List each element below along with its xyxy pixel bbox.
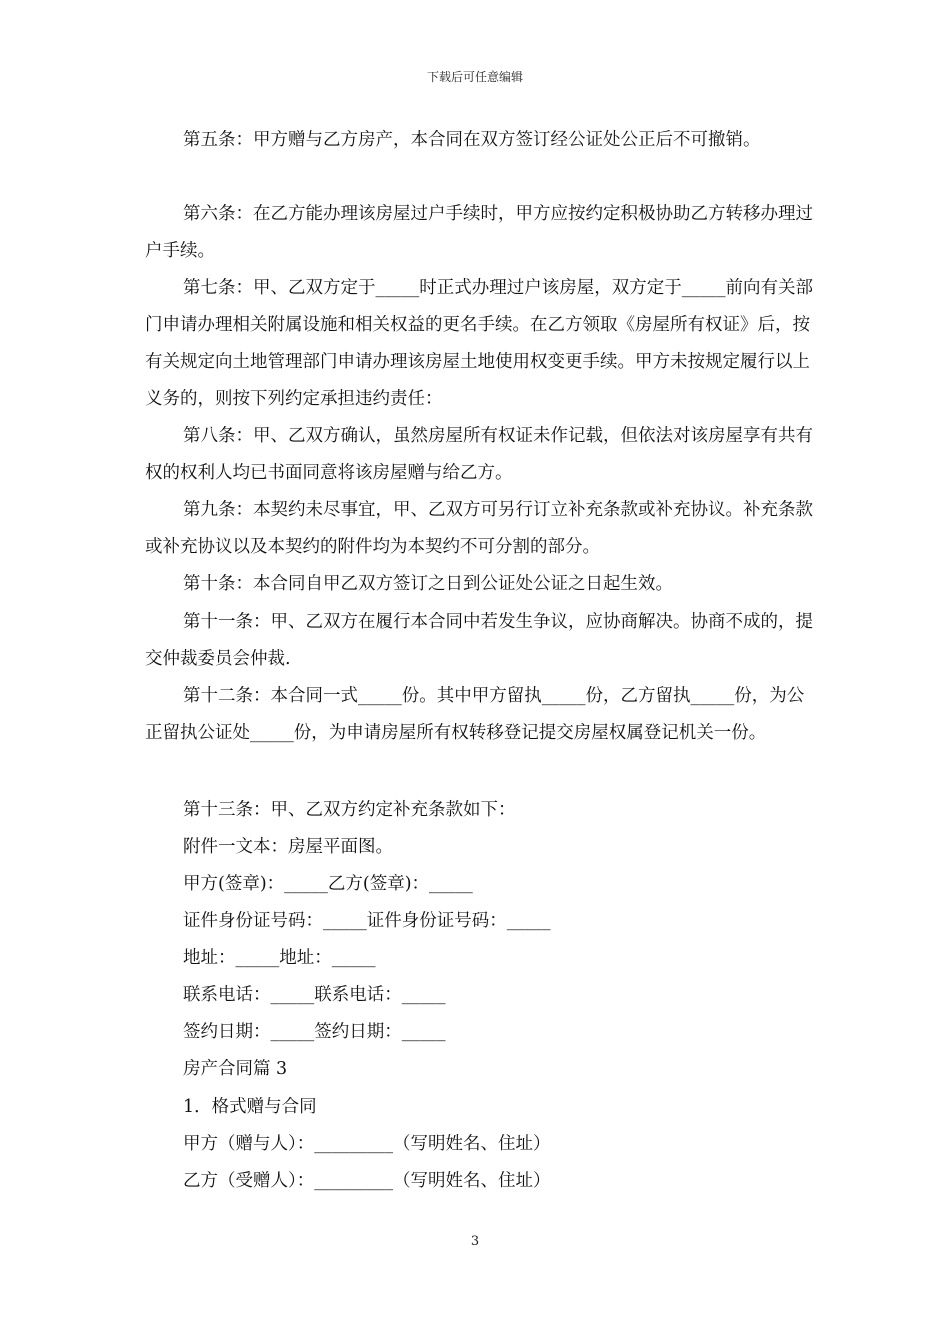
id-number-line: 证件身份证号码：_____证件身份证号码：_____ bbox=[183, 911, 551, 931]
party-a-line: 甲方（赠与人）：_________（写明姓名、住址） bbox=[183, 1134, 551, 1154]
article-10: 第十条：本合同自甲乙双方签订之日到公证处公证之日起生效。 bbox=[183, 574, 673, 594]
article-11: 第十一条：甲、乙双方在履行本合同中若发生争议，应协商解决。协商不成的，提交仲裁委员会仲裁. bbox=[145, 612, 813, 669]
article-5: 第五条：甲方赠与乙方房产，本合同在双方签订经公证处公正后不可撤销。 bbox=[183, 130, 761, 150]
article-6: 第六条：在乙方能办理该房屋过户手续时，甲方应按约定积极协助乙方转移办理过户手续。 bbox=[145, 204, 813, 261]
article-13: 第十三条：甲、乙双方约定补充条款如下： bbox=[183, 800, 516, 820]
attachment-line: 附件一文本：房屋平面图。 bbox=[183, 837, 393, 857]
item-heading: 1．格式赠与合同 bbox=[183, 1097, 317, 1117]
page-number: 3 bbox=[470, 1234, 480, 1249]
article-7: 第七条：甲、乙双方定于_____时正式办理过户该房屋，双方定于_____前向有关部门申请办理相关附属设施和相关权益的更名手续。在乙方领取《房屋所有权证》后，按有关规定向土地管理部门申请办理该房屋土地使用权变更手续。甲方未按规定履行以上义务的，则按下列约定承担违约责任： bbox=[145, 278, 813, 409]
phone-line: 联系电话：_____联系电话：_____ bbox=[183, 985, 446, 1005]
address-line: 地址：_____地址：_____ bbox=[183, 948, 376, 968]
article-8: 第八条：甲、乙双方确认，虽然房屋所有权证未作记载，但依法对该房屋享有共有权的权利人均已书面同意将该房屋赠与给乙方。 bbox=[145, 426, 813, 483]
article-12: 第十二条：本合同一式_____份。其中甲方留执_____份，乙方留执_____份，为公正留执公证处_____份，为申请房屋所有权转移登记提交房屋权属登记机关一份。 bbox=[145, 686, 805, 743]
article-9: 第九条：本契约未尽事宜，甲、乙双方可另行订立补充条款或补充协议。补充条款或补充协议以及本契约的附件均为本契约不可分割的部分。 bbox=[145, 500, 813, 557]
page-header: 下载后可任意编辑 bbox=[426, 70, 523, 84]
signature-line: 甲方(签章)：_____乙方(签章)：_____ bbox=[183, 874, 473, 894]
party-b-line: 乙方（受赠人）：_________（写明姓名、住址） bbox=[183, 1171, 551, 1191]
section-title: 房产合同篇 3 bbox=[183, 1059, 288, 1079]
sign-date-line: 签约日期：_____签约日期：_____ bbox=[183, 1022, 446, 1042]
